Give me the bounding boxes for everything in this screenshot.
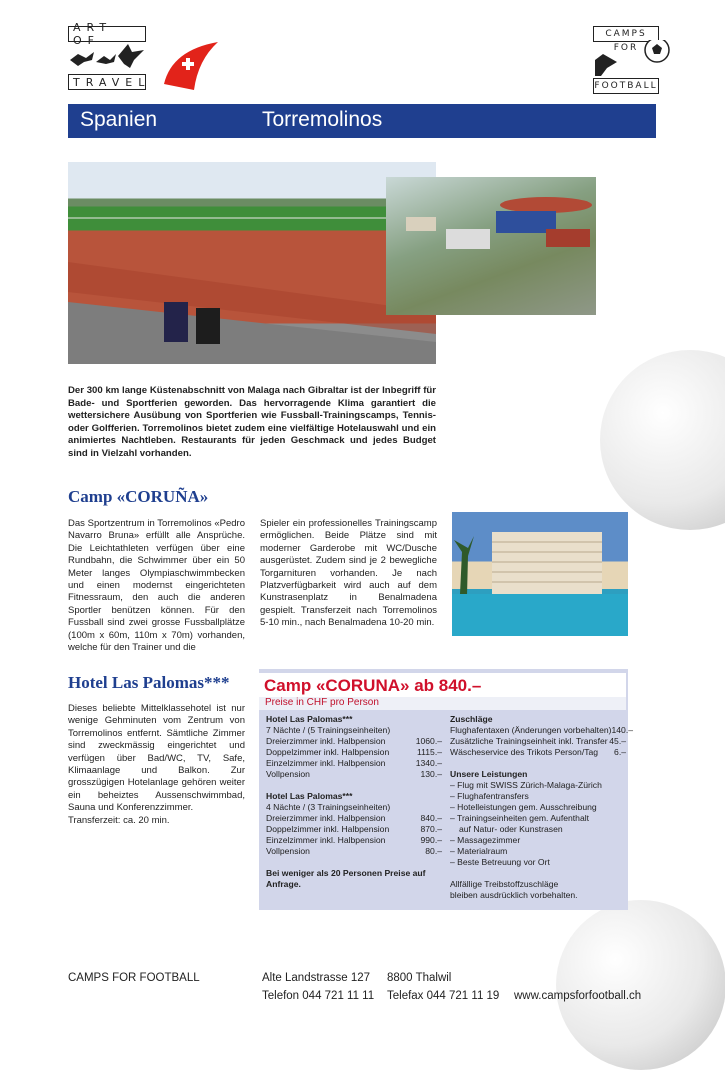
price-row: Dreierzimmer inkl. Halbpension 840.– [266,813,442,823]
hotel-transfer: Transferzeit: ca. 20 min. [68,814,170,826]
price-subtitle: Preise in CHF pro Person [265,697,379,708]
hotel-description [68,703,245,827]
service-item: – Flug mit SWISS Zürich-Malaga-Zürich [450,780,602,790]
footer-phone: Telefon 044 721 11 11 [262,990,375,1002]
title-bar [68,104,656,138]
surcharge-row: Zusätzliche Trainingseinheit inkl. Transfer 45.– [450,736,626,746]
surcharge-row: Wäscheservice des Trikots Person/Tag 6.– [450,747,626,757]
camp-text-col1: Das Sportzentrum in Torremolinos «Pedro Navarro Bruna» erfüllt alle Ansprüche. Die Leichtathleten verfügen über eine Rundbahn, die Schwimmer über ein 50 Meter langes Olympiaschwimmbecken und einen modernst eingerichteten Fitnessraum, den auch die anderen Sportler benützen können. Für den Fussball sind zwei grosse Fussballplätze (100m x 60m, 110m x 70m) vorhanden, welche für den Trainer und die [68,518,245,654]
stay-duration: 4 Nächte / (3 Trainingseinheiten) [266,802,391,812]
hotel-name: Hotel Las Palomas*** [266,791,353,801]
fuel-note: Allfällige Treibstoffzuschläge [450,879,559,889]
stay-duration: 7 Nächte / (5 Trainingseinheiten) [266,725,391,735]
hotel-name: Hotel Las Palomas*** [266,714,353,724]
sports-center-aerial-photo [386,177,596,315]
birds-icon [68,42,146,74]
footer-company: CAMPS FOR FOOTBALL [68,972,200,984]
service-item: – Materialraum [450,846,508,856]
footer-fax: Telefax 044 721 11 19 [387,990,500,1002]
footer-street: Alte Landstrasse 127 [262,972,371,984]
stadium-photo [68,162,436,364]
service-item: – Trainingseinheiten gem. Aufenthalt [450,813,590,823]
price-list-left [266,714,442,890]
soccer-ball-icon [593,40,673,78]
service-item: – Flughafentransfers [450,791,529,801]
logo-bottom-text: TRAVEL [68,74,146,90]
group-note: Bei weniger als 20 Personen Preise auf [266,868,426,878]
group-note: Anfrage. [266,879,301,889]
service-item: auf Natur- oder Kunstrasen [459,824,563,834]
price-row: Dreierzimmer inkl. Halbpension 1060.– [266,736,442,746]
price-row: Einzelzimmer inkl. Halbpension 1340.– [266,758,442,768]
hotel-text: Dieses beliebte Mittelklassehotel ist nur wenige Gehminuten vom Zentrum von Torremolinos entfernt. Sämtliche Zimmer sind zweckmässig eingerichtet und verfügen über Bad/WC, TV, Safe, Klimaanlage und Balkon. Zur grosszügigen Hotelanlage gehören weiter ein beheiztes Aussenschwimmbad, Sauna und Konferenzzimmer. [68,703,245,814]
services-heading: Unsere Leistungen [450,769,528,779]
camps-for-football-logo [593,26,673,92]
hotel-heading: Hotel Las Palomas*** [68,673,230,692]
price-row: Einzelzimmer inkl. Halbpension 990.– [266,835,442,845]
service-item: – Beste Betreuung vor Ort [450,857,550,867]
service-item: – Massagezimmer [450,835,521,845]
camp-heading: Camp «CORUÑA» [68,487,209,506]
logo-top-text: CAMPS FOR [593,26,659,42]
logo-top-text: ART OF [68,26,146,42]
fuel-note: bleiben ausdrücklich vorbehalten. [450,890,578,900]
price-row: Vollpension 130.– [266,769,442,779]
footer-city: 8800 Thalwil [387,972,452,984]
price-row: Doppelzimmer inkl. Halbpension 1115.– [266,747,442,757]
country-title: Spanien [80,108,158,131]
swiss-flag-icon [158,40,220,92]
price-subtitle-bar [259,697,626,710]
football-decoration [600,350,725,530]
intro-paragraph: Der 300 km lange Küstenabschnitt von Malaga nach Gibraltar ist der Inbegriff für Bade- und Sportferien geworden. Das hervorragende Klima garantiert die wettersichere Ausübung von Sportferien wie Fussball-Trainingscamps, Tennis- oder Golfferien. Torremolinos bietet zudem eine vielfältige Hotelauswahl und ein animiertes Nachtleben. Restaurants für jeden Geschmack und jedes Budget sind in Vielzahl vorhanden. [68,385,436,459]
camp-text-col2: Spieler ein professionelles Trainingscamp ermöglichen. Beide Plätze sind mit moderner Garderobe mit WC/Dusche ausgerüstet. Zudem sind je 2 bewegliche Torgarnituren vorhanden. Je nach Platzverfügbarkeit wird auch auf dem Kunstrasenplatz in Benalmadena gespielt. Transferzeit nach Torremolinos 5-10 min., nach Benalmadena 10-20 min. [260,518,437,629]
price-list-right [450,714,634,901]
surcharges-heading: Zuschläge [450,714,493,724]
price-row: Vollpension 80.– [266,846,442,856]
city-title: Torremolinos [262,108,383,131]
price-title: Camp «CORUNA» ab 840.– [264,676,482,695]
art-of-travel-logo [68,21,151,90]
hotel-pool-photo [452,512,628,636]
football-decoration [556,900,725,1070]
logo-bottom-text: FOOTBALL [593,78,659,94]
surcharge-row: Flughafentaxen (Änderungen vorbehalten) 140.– [450,725,634,735]
footer-website-link[interactable]: www.campsforfootball.ch [514,990,642,1002]
price-row: Doppelzimmer inkl. Halbpension 870.– [266,824,442,834]
service-item: – Hotelleistungen gem. Ausschreibung [450,802,597,812]
